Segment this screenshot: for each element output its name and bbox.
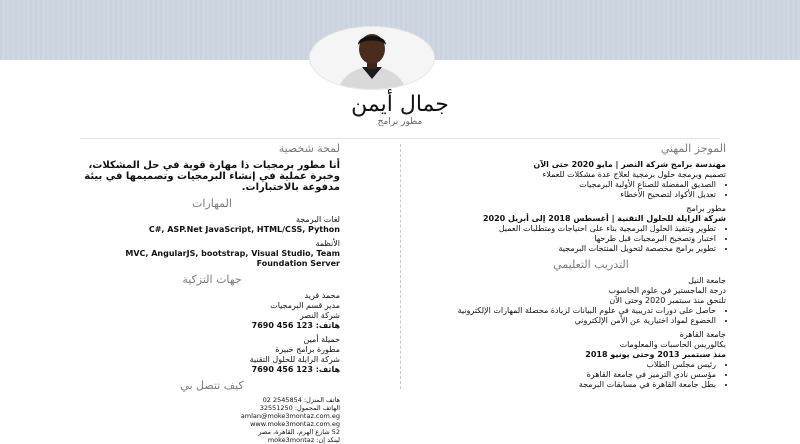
contact-linkedin: لينكد إن: moke3montaz [267, 436, 340, 444]
header-divider [80, 138, 720, 139]
right-column [456, 142, 726, 400]
systems-label: الأنظمة [315, 239, 340, 248]
ref1-company: شركة النصر [299, 311, 340, 320]
column-divider [400, 144, 401, 389]
ref1-phone: هاتف: 123 456 7690 [251, 321, 340, 330]
ref1-role: مدير قسم البرمجيات [270, 301, 340, 310]
ref2-role: مطورة برامج خبيرة [275, 345, 340, 354]
languages-label: لغات البرمجة [295, 215, 340, 224]
profile-text: أنا مطور برمجيات ذا مهارة قوية في حل المشكلات، وخبرة عملية في إنشاء البرمجيات وتصميمها في بيئة مدفوعة بالاختبارات. [84, 160, 340, 193]
job2-bullets [456, 224, 726, 254]
ref1-name: محمد فريد [304, 291, 340, 300]
ref2-company: شركة الرايلة للحلول التقنية [249, 355, 340, 364]
contact-heading: كيف تتصل بي [180, 379, 244, 392]
list-item: • اختبار وتصحيح البرمجيات قبل طرحها [456, 234, 716, 244]
career-heading: الموجز المهني [660, 142, 726, 155]
list-item: • الخضوع لمواد اختيارية عن الأمن الإلكتروني [456, 316, 716, 326]
contact-address: 52 شارع الهرم، القاهرة، مصر [258, 428, 340, 436]
list-item: • تعديل الأكواد لتصحيح الأخطاء [456, 190, 716, 200]
ref2-name: حميلة أمين [303, 335, 340, 344]
list-item: • تطوير برامج مخصصة لتحويل المنتجات البرمجية [456, 244, 716, 254]
list-item: • بطل جامعة القاهرة في مسابقات البرمجة [456, 380, 716, 390]
list-item: • رئيس مجلس الطلاب [456, 360, 716, 370]
list-item: • حاصل على دورات تدريبية في علوم البيانات لزيادة محصلة المهارات الإلكترونية [456, 306, 716, 316]
job1-bullets [456, 180, 726, 200]
job2-line: شركة الرايلة للحلول التقنية | أغسطس 2018 إلى أبريل 2020 [482, 214, 726, 223]
job-title: مطور برامج [377, 117, 423, 127]
job2-role: مطور برامج [686, 204, 726, 213]
school1-name: جامعة النيل [688, 276, 726, 285]
school2-bullets [456, 360, 726, 390]
ref2-phone: هاتف: 123 456 7690 [251, 365, 340, 374]
training-heading: التدريب التعليمي [553, 258, 629, 271]
school1-bullets [456, 306, 726, 326]
references-heading: جهات التزكية [182, 273, 242, 286]
skills-heading: المهارات [192, 197, 232, 210]
person-name: جمال أيمن [351, 92, 449, 117]
list-item: • مؤسس نادي الترميز في جامعة القاهرة [456, 370, 716, 380]
job1-desc: تصميم وبرمجة حلول برمجية لعلاج عدة مشكلات للعملاء [542, 170, 726, 179]
left-column [84, 142, 340, 444]
school1-degree: درجة الماجستير في علوم الحاسوب [608, 286, 726, 295]
profile-heading: لمحة شخصية [278, 142, 340, 155]
list-item: • تطوير وتنفيذ الحلول البرمجية بناء على احتياجات ومتطلبات العميل [456, 224, 716, 234]
list-item: • الصديق المفضلة للصناع الأولية البرمجيات [456, 180, 716, 190]
contact-mobile: الهاتف المحمول: 32551250 [259, 404, 340, 412]
contact-email: amlan@moke3montaz.com.eg [240, 412, 340, 420]
school2-dates: منذ سبتمبر 2013 وحتى يونيو 2018 [585, 350, 726, 359]
contact-home-phone: هاتف المنزل: 2545854 02 [262, 396, 340, 404]
school2-name: جامعة القاهرة [679, 330, 726, 339]
job1-line: مهندسة برامج شركة النصر | مايو 2020 حتى الآن [533, 160, 726, 169]
school2-degree: بكالوريس الحاسبات والمعلومات [619, 340, 726, 349]
contact-website: www.moke3montaz.com.eg [250, 420, 340, 428]
profile-photo [309, 26, 435, 90]
systems-value: MVC, AngularJS, bootstrap, Visual Studio, Team Foundation Server [125, 249, 340, 268]
school1-dates: تلتحق منذ سبتمبر 2020 وحتى الآن [609, 296, 726, 305]
languages-value: C#, ASP.Net JavaScript, HTML/CSS, Python [148, 225, 340, 234]
